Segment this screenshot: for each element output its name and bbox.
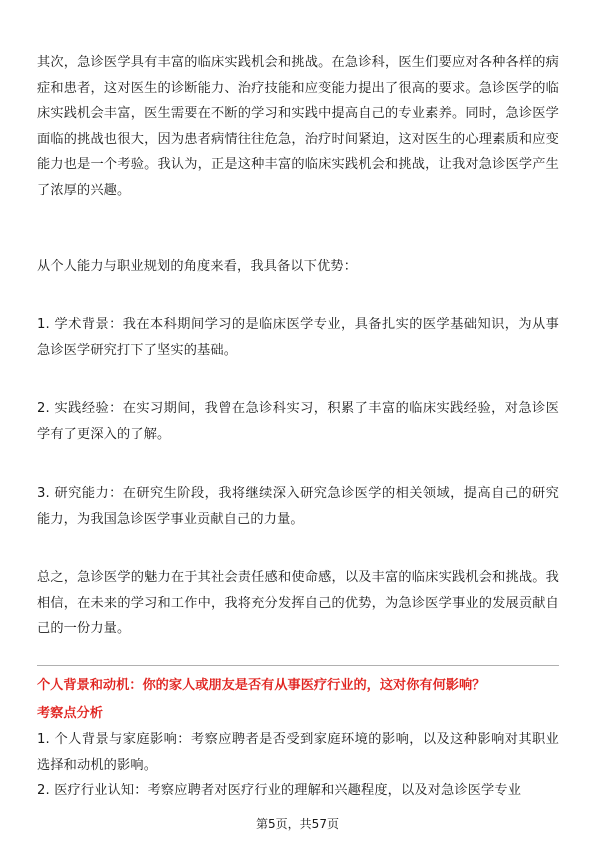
paragraph-conclusion [37, 565, 559, 642]
interview-question: 个人背景和动机：你的家人或朋友是否有从事医疗行业的，这对你有何影响？ [37, 678, 486, 693]
paragraph-text: 从个人能力与职业规划的角度来看，我具备以下优势： [37, 259, 358, 274]
advantage-item-research [37, 481, 559, 532]
analysis-item: 1. 个人背景与家庭影响：考察应聘者是否受到家庭环境的影响，以及这种影响对其职业选择和动机的影响。 [37, 732, 559, 773]
paragraph-advantages-intro [37, 254, 559, 280]
paragraph-challenges [37, 50, 559, 204]
list-item-text: 3. 研究能力：在研究生阶段，我将继续深入研究急诊医学的相关领域，提高自己的研究能力，为我国急诊医学事业贡献自己的力量。 [37, 486, 559, 527]
analysis-title: 考察点分析 [37, 706, 103, 721]
list-item-text: 1. 学术背景：我在本科期间学习的是临床医学专业，具备扎实的医学基础知识，为从事急诊医学研究打下了坚实的基础。 [37, 317, 559, 358]
advantage-item-practice [37, 396, 559, 447]
paragraph-text: 其次，急诊医学具有丰富的临床实践机会和挑战。在急诊科，医生们要应对各种各样的病症和患者，这对医生的诊断能力、治疗技能和应变能力提出了很高的要求。急诊医学的临床实践机会丰富，医生需要在不断的学习和实践中提高自己的专业素养。同时，急诊医学面临的挑战也很大，因为患者病情往往危急，治疗时间紧迫，这对医生的心理素质和应变能力也是一个考验。我认为，正是这种丰富的临床实践机会和挑战，让我对急诊医学产生了浓厚的兴趣。 [37, 55, 559, 198]
list-item-text: 2. 实践经验：在实习期间，我曾在急诊科实习，积累了丰富的临床实践经验，对急诊医学有了更深入的了解。 [37, 401, 559, 442]
section-divider [37, 665, 559, 666]
advantage-item-academic [37, 312, 559, 363]
analysis-item: 2. 医疗行业认知：考察应聘者对医疗行业的理解和兴趣程度，以及对急诊医学专业 [37, 783, 522, 799]
page-number: 第5页，共57页 [256, 817, 339, 831]
paragraph-text: 总之，急诊医学的魅力在于其社会责任感和使命感，以及丰富的临床实践机会和挑战。我相信，在未来的学习和工作中，我将充分发挥自己的优势，为急诊医学事业的发展贡献自己的一份力量。 [37, 570, 559, 637]
analysis-list [37, 727, 559, 804]
